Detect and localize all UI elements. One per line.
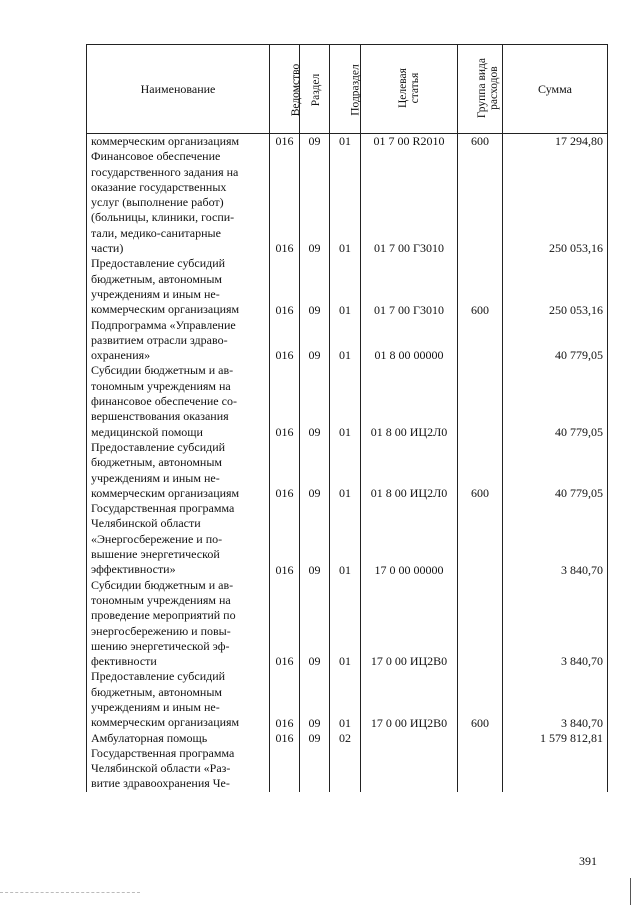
row-name	[87, 746, 270, 792]
header-vedomstvo: Ведомство	[290, 63, 303, 116]
row-name-line: коммерческим организациям	[91, 302, 240, 317]
cell-tselevaya	[361, 746, 458, 792]
row-name	[87, 578, 270, 670]
row-name-line: вышение энергетической	[91, 547, 220, 562]
cell-summa: 3 840,70	[503, 578, 608, 670]
row-name	[87, 134, 270, 150]
row-name-line: тономным учреждениям на	[91, 378, 231, 393]
cell-vedomstvo: 016	[270, 440, 300, 501]
row-name-line: учреждениям и иным не-	[91, 470, 220, 485]
row-name-line: Предоставление субсидий	[91, 256, 226, 271]
table-row	[87, 578, 608, 670]
cell-podrazdel: 01	[330, 440, 361, 501]
cell-vedomstvo: 016	[270, 669, 300, 730]
row-name-line: оказание государственных	[91, 179, 227, 194]
table-row	[87, 256, 608, 317]
row-name-line: государственного задания на	[91, 164, 239, 179]
edge-mark	[630, 878, 631, 905]
cell-razdel: 09	[300, 149, 330, 256]
cell-summa	[503, 746, 608, 792]
cell-tselevaya: 01 8 00 ИЦ2Л0	[361, 363, 458, 439]
row-name-line: бюджетным, автономным	[91, 271, 222, 286]
cell-podrazdel: 01	[330, 501, 361, 577]
table-row	[87, 746, 608, 792]
row-name	[87, 731, 270, 746]
row-name-line: коммерческим организациям	[91, 485, 240, 500]
header-row	[87, 45, 608, 134]
row-name-line: части)	[91, 241, 124, 256]
cell-razdel: 09	[300, 731, 330, 746]
row-name-line: медицинской помощи	[91, 424, 203, 439]
cell-summa: 40 779,05	[503, 318, 608, 364]
row-name-line: эффективности»	[91, 562, 176, 577]
footer-divider	[0, 892, 140, 893]
row-name-line: Субсидии бюджетным и ав-	[91, 363, 234, 378]
cell-podrazdel: 01	[330, 318, 361, 364]
cell-gruppa	[458, 318, 503, 364]
cell-razdel: 09	[300, 256, 330, 317]
row-name-line: услуг (выполнение работ)	[91, 195, 224, 210]
cell-gruppa	[458, 731, 503, 746]
row-name-line: финансовое обеспечение со-	[91, 394, 237, 409]
cell-podrazdel: 02	[330, 731, 361, 746]
cell-razdel: 09	[300, 134, 330, 150]
cell-podrazdel: 01	[330, 669, 361, 730]
header-podrazdel: Подраздел	[349, 63, 362, 116]
cell-tselevaya: 01 7 00 R2010	[361, 134, 458, 150]
cell-summa: 3 840,70	[503, 669, 608, 730]
header-gruppa: Группа вида расходов	[475, 58, 501, 119]
page-number: 391	[579, 854, 597, 868]
row-name	[87, 318, 270, 364]
table-row	[87, 440, 608, 501]
row-name	[87, 363, 270, 439]
cell-summa: 1 579 812,81	[503, 731, 608, 746]
row-name-line: Финансовое обеспечение	[91, 149, 221, 164]
cell-summa: 250 053,16	[503, 149, 608, 256]
row-name-line: (больницы, клиники, госпи-	[91, 210, 235, 225]
row-name-line: развитием отрасли здраво-	[91, 332, 228, 347]
row-name-line: охранения»	[91, 348, 151, 363]
cell-podrazdel	[330, 746, 361, 792]
row-name-line: фективности	[91, 654, 157, 669]
cell-vedomstvo: 016	[270, 318, 300, 364]
row-name-line: Государственная программа	[91, 501, 235, 516]
cell-podrazdel: 01	[330, 578, 361, 670]
table-row	[87, 363, 608, 439]
cell-razdel: 09	[300, 440, 330, 501]
row-name-line: коммерческим организациям	[91, 715, 240, 730]
row-name-line: Челябинской области «Раз-	[91, 761, 231, 776]
header-tselevaya: Целевая статья	[396, 68, 421, 109]
row-name-line: витие здравоохранения Че-	[91, 776, 230, 791]
header-razdel: Раздел	[310, 73, 323, 106]
row-name	[87, 501, 270, 577]
row-name-line: Субсидии бюджетным и ав-	[91, 577, 234, 592]
cell-summa: 250 053,16	[503, 256, 608, 317]
header-summa: Сумма	[503, 45, 608, 134]
cell-vedomstvo: 016	[270, 134, 300, 150]
cell-summa: 17 294,80	[503, 134, 608, 150]
cell-gruppa	[458, 578, 503, 670]
row-name-line: шению энергетической эф-	[91, 638, 230, 653]
cell-vedomstvo: 016	[270, 501, 300, 577]
cell-tselevaya: 01 8 00 ИЦ2Л0	[361, 440, 458, 501]
table-row	[87, 318, 608, 364]
cell-razdel: 09	[300, 669, 330, 730]
cell-tselevaya: 17 0 00 ИЦ2В0	[361, 669, 458, 730]
cell-gruppa: 600	[458, 256, 503, 317]
row-name-line: бюджетным, автономным	[91, 455, 222, 470]
cell-razdel: 09	[300, 501, 330, 577]
row-name-line: Челябинской области	[91, 516, 201, 531]
row-name-line: Амбулаторная помощь	[91, 730, 208, 745]
cell-tselevaya	[361, 731, 458, 746]
cell-summa: 40 779,05	[503, 440, 608, 501]
row-name-line: тали, медико-санитарные	[91, 225, 221, 240]
table-row	[87, 149, 608, 256]
cell-vedomstvo: 016	[270, 149, 300, 256]
row-name-line: Подпрограмма «Управление	[91, 317, 236, 332]
cell-summa: 3 840,70	[503, 501, 608, 577]
cell-vedomstvo: 016	[270, 731, 300, 746]
cell-vedomstvo: 016	[270, 578, 300, 670]
cell-gruppa: 600	[458, 440, 503, 501]
cell-tselevaya: 17 0 00 00000	[361, 501, 458, 577]
cell-tselevaya: 01 7 00 Г3010	[361, 149, 458, 256]
cell-podrazdel: 01	[330, 134, 361, 150]
cell-razdel	[300, 746, 330, 792]
cell-gruppa	[458, 501, 503, 577]
cell-vedomstvo: 016	[270, 363, 300, 439]
row-name	[87, 669, 270, 730]
budget-table	[86, 44, 608, 792]
row-name-line: учреждениям и иным не-	[91, 286, 220, 301]
row-name-line: вершенствования оказания	[91, 409, 229, 424]
row-name-line: коммерческим организациям	[91, 134, 240, 148]
cell-razdel: 09	[300, 363, 330, 439]
row-name	[87, 149, 270, 256]
cell-podrazdel: 01	[330, 149, 361, 256]
table-row	[87, 134, 608, 150]
header-name: Наименование	[87, 45, 270, 134]
cell-gruppa	[458, 746, 503, 792]
cell-razdel: 09	[300, 318, 330, 364]
cell-gruppa: 600	[458, 134, 503, 150]
row-name-line: бюджетным, автономным	[91, 684, 222, 699]
row-name-line: тономным учреждениям на	[91, 592, 231, 607]
row-name-line: проведение мероприятий по	[91, 608, 236, 623]
row-name-line: «Энергосбережение и по-	[91, 531, 223, 546]
cell-tselevaya: 01 8 00 00000	[361, 318, 458, 364]
row-name	[87, 256, 270, 317]
table-row	[87, 669, 608, 730]
table-row	[87, 501, 608, 577]
table-row	[87, 731, 608, 746]
cell-tselevaya: 17 0 00 ИЦ2В0	[361, 578, 458, 670]
cell-gruppa	[458, 149, 503, 256]
cell-gruppa	[458, 363, 503, 439]
row-name-line: учреждениям и иным не-	[91, 699, 220, 714]
cell-podrazdel: 01	[330, 363, 361, 439]
row-name-line: Предоставление субсидий	[91, 669, 226, 684]
row-name	[87, 440, 270, 501]
cell-tselevaya: 01 7 00 Г3010	[361, 256, 458, 317]
cell-vedomstvo: 016	[270, 256, 300, 317]
table-body	[87, 134, 608, 792]
cell-vedomstvo	[270, 746, 300, 792]
row-name-line: Государственная программа	[91, 745, 235, 760]
cell-summa: 40 779,05	[503, 363, 608, 439]
row-name-line: Предоставление субсидий	[91, 439, 226, 454]
cell-razdel: 09	[300, 578, 330, 670]
cell-gruppa: 600	[458, 669, 503, 730]
cell-podrazdel: 01	[330, 256, 361, 317]
row-name-line: энергосбережению и повы-	[91, 623, 231, 638]
